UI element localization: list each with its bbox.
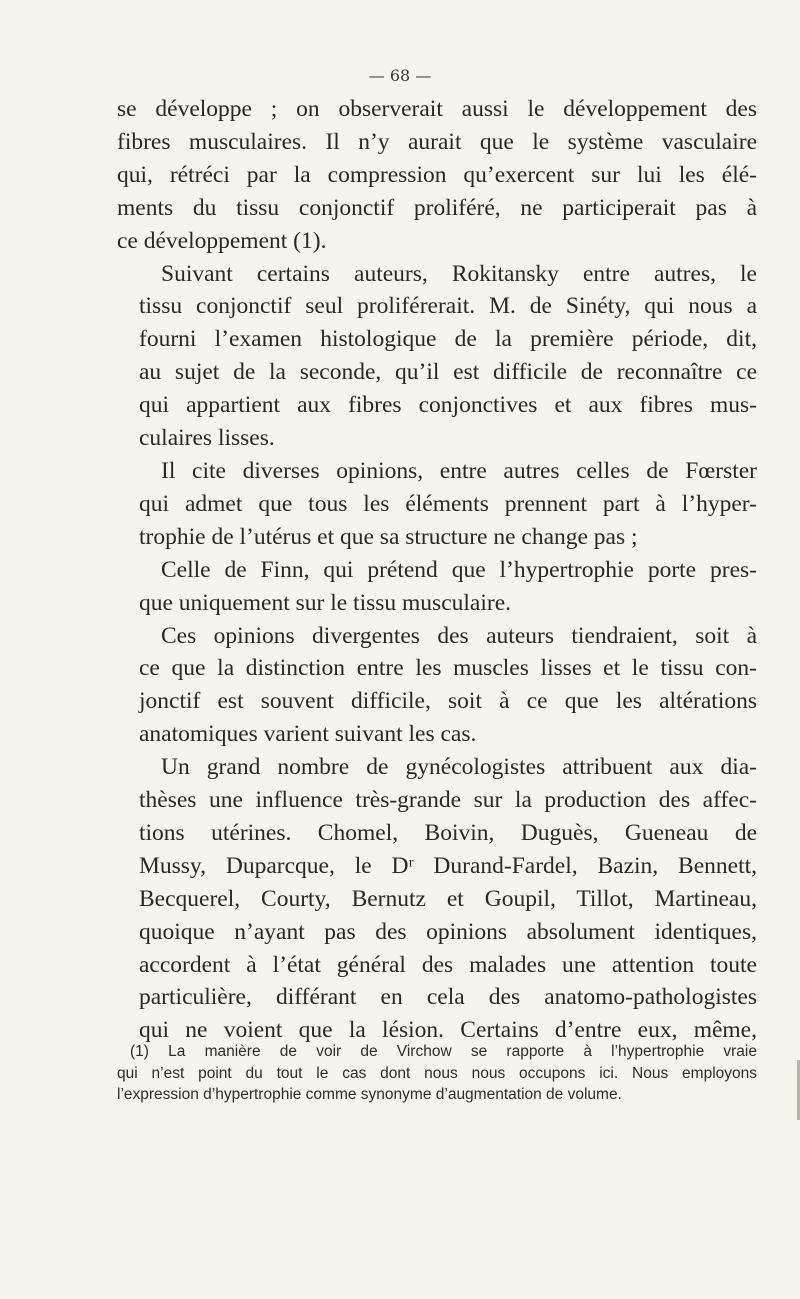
text-line: que uniquement sur le tissu musculaire. <box>139 589 512 616</box>
text-line: fibres musculaires. Il n’y aurait que le système vasculaire <box>117 128 757 155</box>
text-line: Suivant certains auteurs, Rokitansky entre autres, le <box>161 260 757 287</box>
paragraph <box>117 258 757 455</box>
text-line: fourni l’examen histologique de la première période, dit, <box>139 326 757 353</box>
text-line: Un grand nombre de gynécologistes attribuent aux dia- <box>161 754 757 781</box>
text-line: Becquerel, Courty, Bernutz et Goupil, Tillot, Martineau, <box>139 885 757 912</box>
text-line: thèses une influence très-grande sur la production des affec- <box>139 787 757 814</box>
text-line: qui appartient aux fibres conjonctives et aux fibres mus- <box>139 392 757 419</box>
text-line: Ces opinions divergentes des auteurs tiendraient, soit à <box>161 622 757 649</box>
text-line: Mussy, Duparcque, le Dʳ Durand-Fardel, Bazin, Bennett, <box>139 852 757 879</box>
text-line: culaires lisses. <box>139 425 275 452</box>
text-line: ce que la distinction entre les muscles lisses et le tissu con- <box>139 655 757 682</box>
text-line: se développe ; on observerait aussi le développement des <box>117 96 757 122</box>
paragraph <box>117 751 757 1047</box>
text-line: anatomiques varient suivant les cas. <box>139 721 477 748</box>
paragraph <box>117 93 757 258</box>
text-line: jonctif est souvent difficile, soit à ce que les altérations <box>139 688 757 715</box>
text-line: accordent à l’état général des malades une attention toute <box>139 951 757 978</box>
footnotes <box>117 1041 757 1106</box>
text-line: Il cite diverses opinions, entre autres celles de Fœrster <box>161 457 757 484</box>
text-line: qui admet que tous les éléments prennent part à l’hyper- <box>139 490 757 517</box>
footnote <box>117 1041 757 1106</box>
text-line: qui ne voient que la lésion. Certains d’entre eux, même, <box>139 1017 757 1044</box>
footnote-line: l’expression d’hypertrophie comme synonyme d’augmentation de volume. <box>117 1086 622 1103</box>
paragraph <box>117 455 757 554</box>
text-line: tions utérines. Chomel, Boivin, Duguès, Gueneau de <box>139 819 757 846</box>
text-line: quoique n’ayant pas des opinions absolument identiques, <box>139 918 757 945</box>
footnote-line: qui n’est point du tout le cas dont nous nous occupons ici. Nous employons <box>117 1064 757 1082</box>
paragraph <box>117 620 757 752</box>
page-number: — 68 — <box>368 66 432 85</box>
footnote-line: (1) La manière de voir de Virchow se rapporte à l’hypertrophie vraie <box>130 1043 757 1060</box>
text-line: ce développement (1). <box>117 227 327 254</box>
text-line: ments du tissu conjonctif proliféré, ne participerait pas à <box>117 194 757 221</box>
text-line: trophie de l’utérus et que sa structure ne change pas ; <box>139 523 638 550</box>
body-text <box>117 93 757 1047</box>
text-line: qui, rétréci par la compression qu’exercent sur lui les élé- <box>117 161 757 188</box>
paragraph <box>117 554 757 620</box>
text-line: au sujet de la seconde, qu’il est difficile de reconnaître ce <box>139 359 757 386</box>
text-line: tissu conjonctif seul proliférerait. M. de Sinéty, qui nous a <box>139 293 757 320</box>
text-line: Celle de Finn, qui prétend que l’hypertrophie porte pres- <box>161 556 757 583</box>
text-line: particulière, différant en cela des anatomo-pathologistes <box>139 984 757 1011</box>
